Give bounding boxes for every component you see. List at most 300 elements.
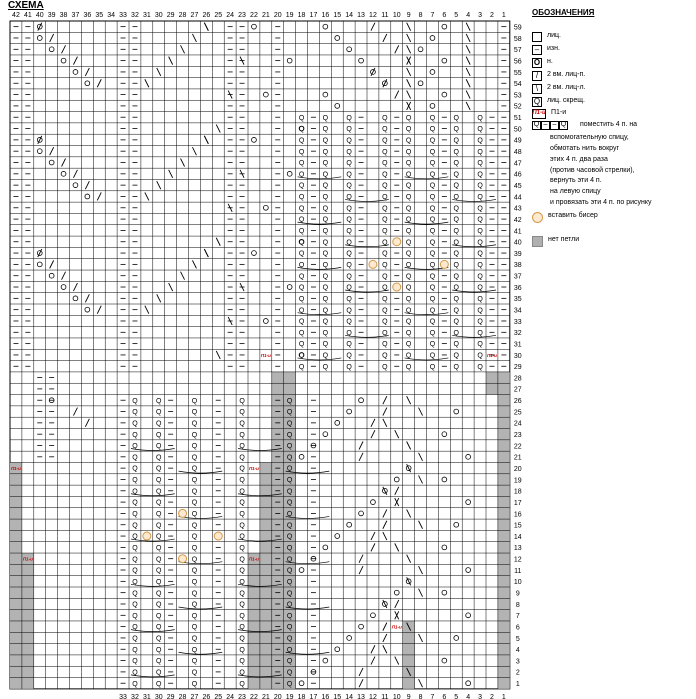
legend-no-stitch-label: нет петли <box>548 236 580 243</box>
bottom-col-label: 4 <box>466 693 471 699</box>
twisted-knit-mark: Q <box>298 148 305 156</box>
twisted-knit-mark: Q <box>405 160 412 168</box>
k2tog-left-symbol: \ <box>532 84 542 94</box>
row-label: 39 <box>513 250 522 258</box>
row-label: 11 <box>514 567 522 575</box>
bottom-col-label: 26 <box>202 693 211 699</box>
twisted-knit-mark: Q <box>429 126 436 134</box>
twisted-knit-mark: Q <box>132 443 138 451</box>
row-label: 10 <box>513 579 522 587</box>
twisted-knit-mark: Q <box>382 137 388 145</box>
col-label: 38 <box>59 12 68 19</box>
twisted-knit-mark: Q <box>298 363 305 371</box>
twisted-knit-mark: Q <box>453 273 459 281</box>
twisted-knit-mark: Q <box>382 182 388 190</box>
bottom-col-label: 22 <box>250 693 258 699</box>
twisted-knit-mark: Q <box>286 465 293 473</box>
twisted-knit-mark: Q <box>382 307 388 315</box>
bottom-col-label: 6 <box>442 693 447 699</box>
twisted-knit-mark: Q <box>286 477 293 485</box>
twisted-knit-mark: Q <box>429 295 436 303</box>
twisted-knit-mark: Q <box>132 635 138 643</box>
twisted-knit-mark: Q <box>191 477 198 485</box>
bottom-col-label: 15 <box>333 693 342 699</box>
twisted-knit-mark: Q <box>382 148 388 156</box>
col-label: 16 <box>321 12 330 19</box>
row-label: 52 <box>513 103 522 111</box>
cable-seg-icon: Q <box>533 121 540 129</box>
twisted-knit-mark: Q <box>132 431 138 439</box>
twisted-knit-mark: Q <box>191 567 198 575</box>
twisted-knit-mark: Q <box>405 182 412 190</box>
row-label: 17 <box>513 499 522 507</box>
twisted-knit-mark: Q <box>239 488 245 496</box>
twisted-knit-mark: Q <box>239 522 245 530</box>
row-label: 48 <box>513 149 522 157</box>
twisted-knit-mark: Q <box>286 499 293 507</box>
twisted-knit-mark: Q <box>405 318 412 326</box>
twisted-knit-mark: Q <box>322 239 329 247</box>
twisted-knit-mark: Q <box>477 295 483 303</box>
twisted-knit-mark: Q <box>346 363 352 371</box>
twisted-knit-mark: Q <box>156 522 162 530</box>
twisted-knit-mark: Q <box>346 194 352 202</box>
twisted-knit-mark: Q <box>156 669 162 677</box>
col-label: 40 <box>35 12 44 19</box>
col-label: 24 <box>226 12 235 19</box>
twisted-knit-mark: Q <box>382 273 388 281</box>
row-label: 47 <box>513 160 522 168</box>
col-label: 22 <box>250 12 258 19</box>
twisted-knit-mark: Q <box>405 194 412 202</box>
twisted-knit-mark: Q <box>286 624 293 632</box>
twisted-knit-mark: Q <box>286 658 293 666</box>
twisted-knit-mark: Q <box>298 329 305 337</box>
twisted-knit-mark: Q <box>156 443 162 451</box>
twisted-knit-mark: Q <box>429 239 436 247</box>
row-label: 35 <box>513 296 522 304</box>
twisted-knit-mark: Q <box>239 409 245 417</box>
twisted-knit-mark: Q <box>156 658 162 666</box>
twisted-knit-mark: Q <box>405 284 412 292</box>
twisted-knit-mark: Q <box>477 160 483 168</box>
twisted-knit-mark: Q <box>322 318 329 326</box>
twisted-knit-mark: Q <box>346 239 352 247</box>
col-label: 39 <box>47 12 56 19</box>
twisted-knit-mark: Q <box>477 341 483 349</box>
cable-description-cont <box>550 133 652 209</box>
twisted-knit-mark: Q <box>453 216 459 224</box>
twisted-knit-mark: Q <box>156 477 162 485</box>
twisted-knit-mark: Q <box>298 239 305 247</box>
cable-symbol <box>532 121 568 130</box>
row-label: 18 <box>513 488 522 496</box>
bottom-col-label: 33 <box>119 693 127 699</box>
bead-mark <box>214 532 222 540</box>
legend-twisted <box>532 97 585 107</box>
legend-knit <box>532 32 561 42</box>
twisted-knit-mark: Q <box>191 556 198 564</box>
cable-line: этих 4 п. два раза <box>550 155 608 163</box>
row-label: 37 <box>513 273 522 281</box>
legend-title: ОБОЗНАЧЕНИЯ <box>532 8 595 17</box>
row-label: 58 <box>513 35 522 43</box>
p1i-mark: П1-и <box>248 466 259 472</box>
twisted-knit-mark: Q <box>382 194 388 202</box>
twisted-knit-mark: Q <box>453 307 459 315</box>
twisted-knit-mark: Q <box>382 284 388 292</box>
row-label: 25 <box>513 409 522 417</box>
row-label: 34 <box>513 307 522 315</box>
row-label: 28 <box>513 375 522 383</box>
row-label: 4 <box>515 647 520 655</box>
twisted-knit-mark: Q <box>156 533 162 541</box>
twisted-knit-mark: Q <box>132 409 138 417</box>
twisted-knit-mark: Q <box>156 567 162 575</box>
row-label: 51 <box>513 115 522 123</box>
col-label: 36 <box>83 12 92 19</box>
twisted-knit-mark: Q <box>382 250 388 258</box>
twisted-knit-mark: Q <box>239 658 245 666</box>
twisted-knit-mark: Q <box>132 578 138 586</box>
row-label: 26 <box>513 398 522 406</box>
twisted-knit-symbol: Q <box>533 97 541 107</box>
twisted-knit-mark: Q <box>286 680 293 688</box>
twisted-knit-mark: Q <box>453 261 459 269</box>
twisted-knit-mark: Q <box>477 261 483 269</box>
cable-seg-icon: – <box>541 121 550 130</box>
row-label: 15 <box>513 522 522 530</box>
legend-purl-label: изн. <box>547 45 560 52</box>
cable-line: поместить 4 п. на <box>580 121 638 128</box>
row-label: 8 <box>515 601 520 609</box>
twisted-knit-mark: Q <box>346 250 352 258</box>
twisted-knit-mark: Q <box>322 261 329 269</box>
row-label: 56 <box>513 58 522 66</box>
col-label: 41 <box>23 12 32 19</box>
twisted-knit-mark: Q <box>405 205 412 213</box>
col-label: 32 <box>131 12 139 19</box>
twisted-knit-mark: Q <box>298 250 305 258</box>
twisted-knit-mark: Q <box>382 318 388 326</box>
col-label: 42 <box>12 12 20 19</box>
twisted-knit-mark: Q <box>477 114 483 122</box>
twisted-knit-mark: Q <box>382 160 388 168</box>
twisted-knit-mark: Q <box>132 454 138 462</box>
twisted-knit-mark: Q <box>156 488 162 496</box>
twisted-knit-mark: Q <box>239 454 245 462</box>
row-label: 23 <box>513 432 522 440</box>
twisted-knit-mark: Q <box>191 601 198 609</box>
twisted-knit-mark: Q <box>239 669 245 677</box>
p1i-symbol <box>532 109 546 119</box>
twisted-knit-mark: Q <box>132 397 138 405</box>
row-label: 57 <box>513 47 522 55</box>
bottom-col-label: 18 <box>297 693 306 699</box>
col-label: 35 <box>95 12 104 19</box>
twisted-knit-mark: Q <box>429 273 436 281</box>
twisted-knit-mark: Q <box>239 544 245 552</box>
twisted-knit-mark: Q <box>346 171 352 179</box>
col-label: 34 <box>107 12 116 19</box>
twisted-knit-mark: Q <box>191 443 198 451</box>
twisted-knit-mark: Q <box>156 465 162 473</box>
twisted-knit-mark: Q <box>286 578 293 586</box>
row-label: 5 <box>515 635 520 643</box>
col-label: 29 <box>166 12 175 19</box>
twisted-knit-mark: Q <box>382 352 388 360</box>
p1i-mark: П1-и <box>248 556 259 562</box>
col-label: 15 <box>333 12 342 19</box>
twisted-knit-mark: Q <box>346 352 352 360</box>
twisted-knit-mark: Q <box>239 601 245 609</box>
twisted-knit-mark: Q <box>405 307 412 315</box>
twisted-knit-mark: Q <box>286 544 293 552</box>
twisted-knit-mark: Q <box>382 363 388 371</box>
twisted-knit-mark: Q <box>286 443 293 451</box>
cable-seg-icon: Q <box>560 121 567 129</box>
twisted-knit-mark: Q <box>429 148 436 156</box>
twisted-knit-mark: Q <box>322 137 329 145</box>
twisted-knit-mark: Q <box>405 329 412 337</box>
p1i-mark: П1-и <box>391 624 402 630</box>
twisted-knit-mark: Q <box>239 477 245 485</box>
twisted-knit-mark: Q <box>298 228 305 236</box>
twisted-knit-mark: Q <box>477 126 483 134</box>
col-label: 27 <box>190 12 199 19</box>
twisted-knit-mark: Q <box>382 295 388 303</box>
twisted-knit-mark: Q <box>477 329 483 337</box>
twisted-knit-mark: Q <box>286 420 293 428</box>
twisted-knit-mark: Q <box>322 194 329 202</box>
twisted-knit-mark: Q <box>405 363 412 371</box>
twisted-knit-mark: Q <box>322 216 329 224</box>
twisted-knit-mark: Q <box>298 160 305 168</box>
twisted-knit-mark: Q <box>477 205 483 213</box>
twisted-knit-mark: Q <box>132 465 138 473</box>
twisted-knit-mark: Q <box>382 205 388 213</box>
row-label: 44 <box>513 194 522 202</box>
row-label: 55 <box>513 69 522 77</box>
bead-mark <box>393 283 401 291</box>
twisted-knit-mark: Q <box>191 544 198 552</box>
p1i-mark: П1-и <box>22 556 33 562</box>
twisted-knit-mark: Q <box>286 522 293 530</box>
twisted-knit-mark: Q <box>322 182 329 190</box>
twisted-knit-mark: Q <box>429 307 436 315</box>
bottom-col-label: 24 <box>226 693 235 699</box>
twisted-knit-mark: Q <box>405 216 412 224</box>
twisted-knit-mark: Q <box>298 216 305 224</box>
col-label: 23 <box>238 12 246 19</box>
twisted-knit-mark: Q <box>156 612 162 620</box>
bottom-col-label: 13 <box>357 693 365 699</box>
bottom-col-label: 3 <box>478 693 483 699</box>
twisted-knit-mark: Q <box>346 341 352 349</box>
legend-cable <box>532 121 572 130</box>
no-stitch-symbol <box>532 236 543 247</box>
twisted-knit-mark: Q <box>191 533 198 541</box>
col-label: 2 <box>489 12 494 19</box>
row-label: 1 <box>515 681 520 689</box>
twisted-knit-mark: Q <box>322 160 329 168</box>
twisted-knit-mark: Q <box>156 578 162 586</box>
twisted-knit-mark: Q <box>382 126 388 134</box>
p1i-mark: П1-и <box>10 466 21 472</box>
twisted-knit-mark: Q <box>405 228 412 236</box>
twisted-knit-mark: Q <box>298 171 305 179</box>
twisted-knit-mark: Q <box>477 318 483 326</box>
twisted-knit-mark: Q <box>429 194 436 202</box>
col-label: 6 <box>442 12 447 19</box>
twisted-knit-mark: Q <box>286 601 293 609</box>
bottom-col-label: 14 <box>345 693 354 699</box>
bottom-col-label: 27 <box>190 693 199 699</box>
row-label: 30 <box>513 352 522 360</box>
bead-mark <box>369 260 377 268</box>
twisted-knit-mark: Q <box>239 590 245 598</box>
row-label: 24 <box>513 420 522 428</box>
twisted-knit-mark: Q <box>156 511 162 519</box>
twisted-knit-mark: Q <box>429 318 436 326</box>
col-label: 26 <box>202 12 211 19</box>
twisted-knit-mark: Q <box>477 137 483 145</box>
twisted-knit-mark: Q <box>346 126 352 134</box>
twisted-knit-mark: Q <box>405 137 412 145</box>
twisted-knit-mark: Q <box>453 205 459 213</box>
p1i-symbol-text: П1-и <box>532 110 546 117</box>
col-label: 3 <box>478 12 483 19</box>
twisted-knit-mark: Q <box>453 341 459 349</box>
legend-p1i-label: П1-и <box>551 109 567 116</box>
twisted-knit-mark: Q <box>132 556 138 564</box>
twisted-knit-mark: Q <box>405 273 412 281</box>
twisted-knit-mark: Q <box>239 397 245 405</box>
twisted-knit-mark: Q <box>156 624 162 632</box>
twisted-knit-mark: Q <box>286 646 293 654</box>
twisted-knit-mark: Q <box>298 284 305 292</box>
twisted-knit-mark: Q <box>477 171 483 179</box>
row-label: 49 <box>513 137 522 145</box>
twisted-knit-mark: Q <box>156 601 162 609</box>
twisted-knit-mark: Q <box>429 114 436 122</box>
twisted-knit-mark: Q <box>156 397 162 405</box>
bottom-col-label: 23 <box>238 693 246 699</box>
twisted-knit-mark: Q <box>477 352 483 360</box>
twisted-knit-mark: Q <box>346 273 352 281</box>
row-label: 20 <box>513 465 522 473</box>
twisted-knit-mark: Q <box>382 329 388 337</box>
twisted-knit-mark: Q <box>322 273 329 281</box>
twisted-knit-mark: Q <box>239 420 245 428</box>
row-label: 9 <box>515 590 520 598</box>
row-label: 14 <box>513 533 522 541</box>
twisted-knit-mark: Q <box>322 284 329 292</box>
col-label: 13 <box>357 12 365 19</box>
row-label: 21 <box>513 454 522 462</box>
twisted-knit-mark: Q <box>477 194 483 202</box>
twisted-knit-mark: Q <box>405 114 412 122</box>
twisted-knit-mark: Q <box>286 488 293 496</box>
twisted-knit-mark: Q <box>453 250 459 258</box>
row-label: 43 <box>513 205 522 213</box>
twisted-knit-mark: Q <box>453 114 459 122</box>
bottom-col-label: 7 <box>430 693 435 699</box>
bottom-col-label: 11 <box>381 693 389 699</box>
twisted-knit-mark: Q <box>405 148 412 156</box>
bottom-col-label: 16 <box>321 693 330 699</box>
bead-mark <box>393 238 401 246</box>
twisted-knit-mark: Q <box>405 261 412 269</box>
p1i-mark: П1-и <box>486 352 497 358</box>
legend-purl <box>532 45 560 55</box>
twisted-knit-mark: Q <box>322 329 329 337</box>
twisted-knit-mark: Q <box>156 431 162 439</box>
twisted-knit-mark: Q <box>132 511 138 519</box>
legend-knit-label: лиц. <box>547 32 561 39</box>
twisted-knit-mark: Q <box>429 341 436 349</box>
twisted-knit-mark: Q <box>477 239 483 247</box>
twisted-knit-mark: Q <box>405 171 412 179</box>
twisted-knit-mark: Q <box>453 171 459 179</box>
twisted-knit-mark: Q <box>286 567 293 575</box>
bead-mark <box>440 260 448 268</box>
twisted-knit-mark: Q <box>382 171 388 179</box>
twisted-knit-mark: Q <box>298 341 305 349</box>
bottom-col-label: 1 <box>501 693 506 699</box>
twisted-knit-mark: Q <box>346 205 352 213</box>
twisted-knit-mark: Q <box>191 465 198 473</box>
row-label: 54 <box>513 81 522 89</box>
row-label: 22 <box>513 443 522 451</box>
twisted-knit-mark: Q <box>191 454 198 462</box>
twisted-knit-mark: Q <box>239 443 245 451</box>
twisted-knit-mark: Q <box>239 499 245 507</box>
row-label: 42 <box>513 216 522 224</box>
bottom-col-label: 2 <box>489 693 494 699</box>
twisted-knit-mark: Q <box>156 499 162 507</box>
legend-no-stitch <box>532 236 579 247</box>
twisted-knit-mark: Q <box>453 295 459 303</box>
bottom-col-label: 9 <box>406 693 411 699</box>
legend-twisted-label: лиц. скрещ. <box>547 97 585 104</box>
bead-mark <box>179 555 187 563</box>
twisted-knit-mark: Q <box>156 556 162 564</box>
twisted-knit-mark: Q <box>346 114 352 122</box>
twisted-knit-mark: Q <box>453 182 459 190</box>
twisted-knit-mark: Q <box>346 284 352 292</box>
twisted-knit-mark: Q <box>286 612 293 620</box>
twisted-knit-mark: Q <box>405 341 412 349</box>
twisted-knit-mark: Q <box>286 431 293 439</box>
twisted-knit-mark: Q <box>405 239 412 247</box>
knit-symbol <box>532 32 542 42</box>
twisted-knit-mark: Q <box>191 612 198 620</box>
twisted-knit-mark: Q <box>429 352 436 360</box>
twisted-knit-mark: Q <box>429 284 436 292</box>
twisted-knit-mark: Q <box>156 454 162 462</box>
twisted-knit-mark: Q <box>346 329 352 337</box>
twisted-knit-mark: Q <box>239 465 245 473</box>
twisted-knit-mark: Q <box>453 329 459 337</box>
twisted-knit-mark: Q <box>477 216 483 224</box>
twisted-knit-mark: Q <box>346 228 352 236</box>
bottom-col-label: 25 <box>214 693 223 699</box>
twisted-knit-mark: Q <box>132 612 138 620</box>
twisted-knit-mark: Q <box>346 318 352 326</box>
twisted-knit-mark: Q <box>453 148 459 156</box>
yarnover-symbol: O <box>533 58 541 68</box>
